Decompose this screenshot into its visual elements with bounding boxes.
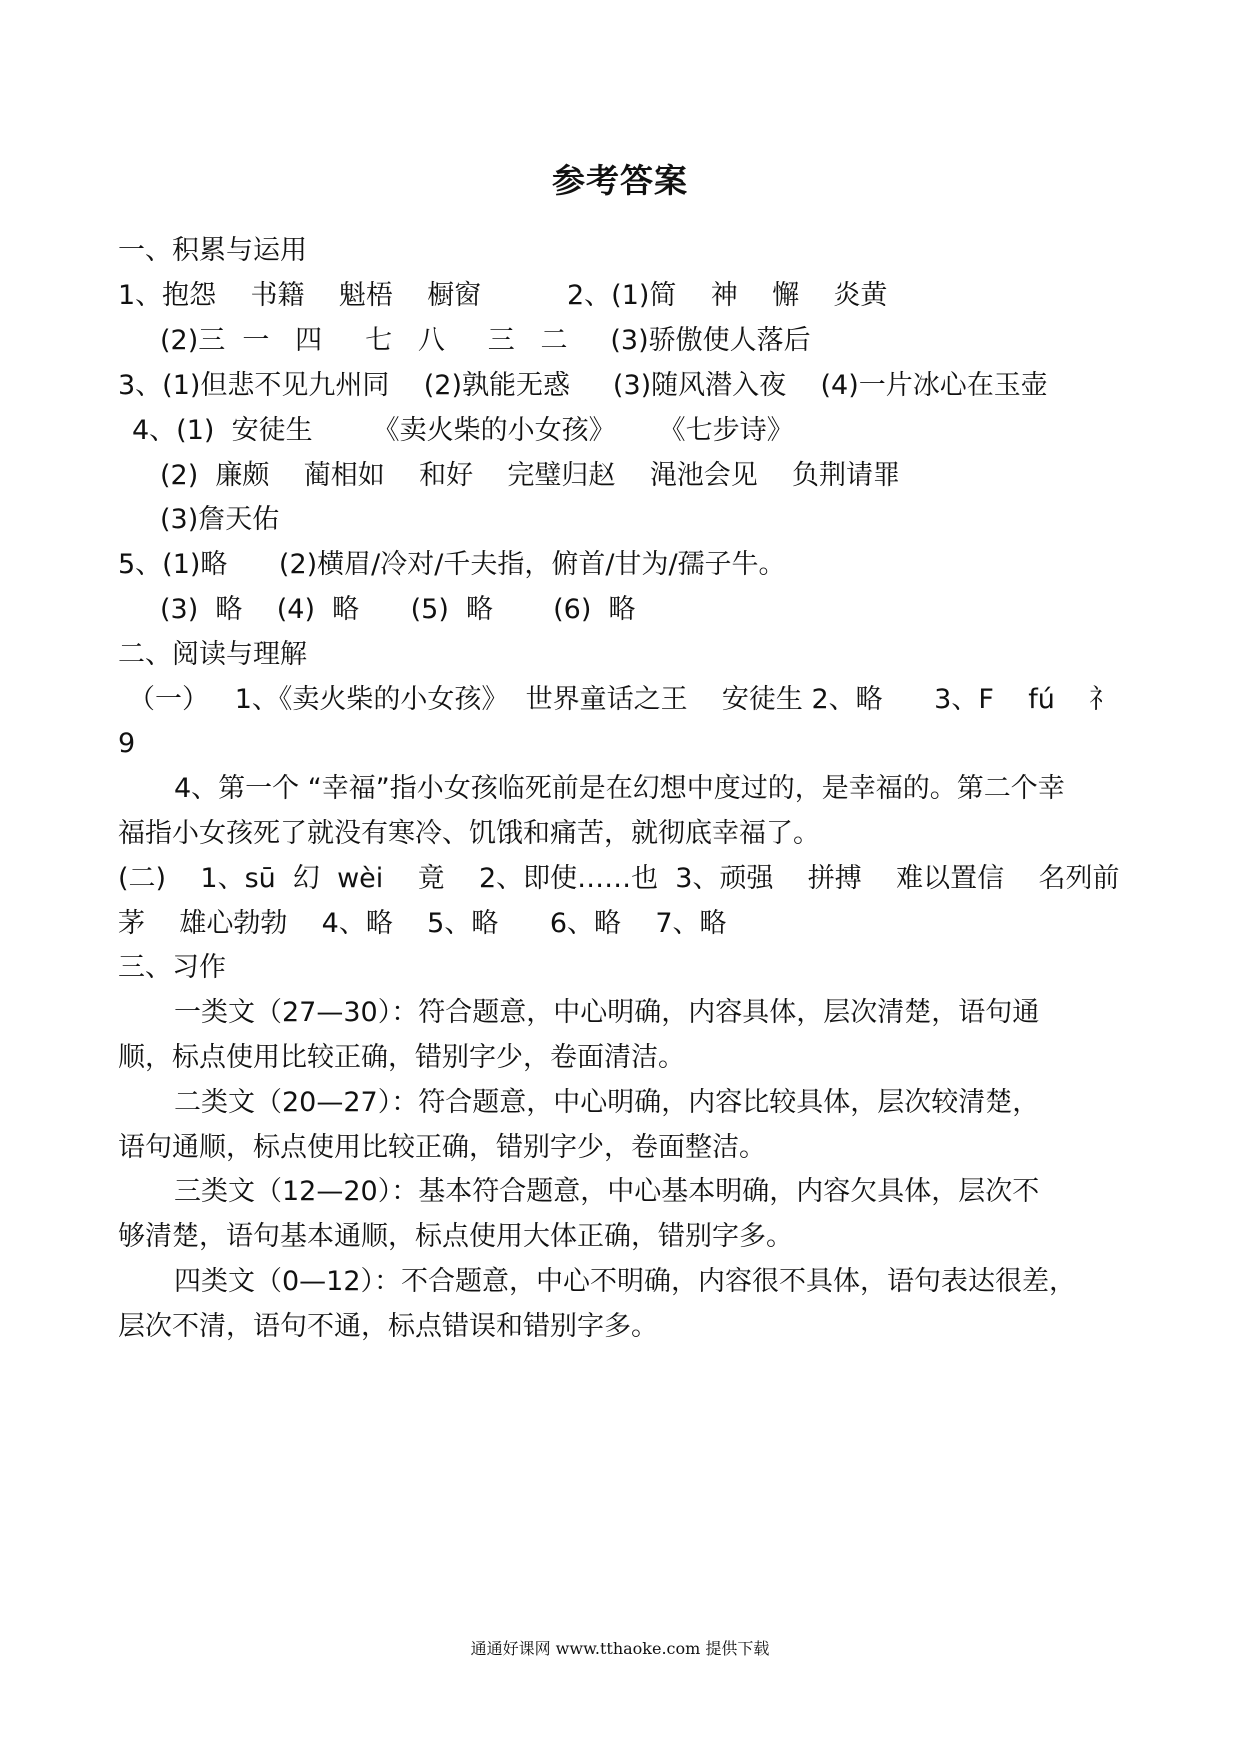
- answer-line: (3) 略 (4) 略 (5) 略 (6) 略: [160, 594, 636, 625]
- answer-paragraph: 福指小女孩死了就没有寒冷、饥饿和痛苦，就彻底幸福了。: [118, 818, 820, 849]
- grading-paragraph: 顺，标点使用比较正确，错别字少，卷面清洁。: [118, 1042, 685, 1073]
- answer-line: (二) 1、sū 幻 wèi 竟 2、即使……也 3、顽强 拼搏 难以置信 名列前: [118, 863, 1120, 894]
- answer-line: 3、(1)但悲不见九州同 (2)孰能无惑 (3)随风潜入夜 (4)一片冰心在玉壶: [118, 370, 1048, 401]
- answer-line: 茅 雄心勃勃 4、略 5、略 6、略 7、略: [118, 908, 727, 939]
- answer-line: (3)詹天佑: [160, 504, 280, 535]
- grading-paragraph: 二类文（20—27）：符合题意，中心明确，内容比较具体，层次较清楚，: [174, 1087, 1040, 1118]
- answer-line: 5、(1)略 (2)横眉/冷对/千夫指，俯首/甘为/孺子牛。: [118, 549, 786, 580]
- answer-line: (2) 廉颇 蔺相如 和好 完璧归赵 渑池会见 负荆请罪: [160, 460, 901, 491]
- answer-paragraph: 4、第一个 “幸福”指小女孩临死前是在幻想中度过的，是幸福的。第二个幸: [174, 773, 1065, 804]
- answer-line: (2)三 一 四 七 八 三 二 (3)骄傲使人落后: [160, 325, 811, 356]
- section-heading-1: 一、积累与运用: [118, 235, 307, 266]
- grading-paragraph: 语句通顺，标点使用比较正确，错别字少，卷面整洁。: [118, 1132, 766, 1163]
- grading-paragraph: 够清楚，语句基本通顺，标点使用大体正确，错别字多。: [118, 1221, 793, 1252]
- grading-paragraph: 层次不清，语句不通，标点错误和错别字多。: [118, 1311, 658, 1342]
- answer-line: 9: [118, 728, 136, 759]
- section-heading-2: 二、阅读与理解: [118, 639, 307, 670]
- answer-line: 4、(1) 安徒生 《卖火柴的小女孩》 《七步诗》: [132, 415, 794, 446]
- grading-paragraph: 四类文（0—12）：不合题意，中心不明确，内容很不具体，语句表达很差，: [174, 1266, 1077, 1297]
- answer-line: 1、抱怨 书籍 魁梧 橱窗 2、(1)简 神 懈 炎黄: [118, 280, 888, 311]
- page-title: 参考答案: [552, 161, 688, 200]
- grading-paragraph: 一类文（27—30）：符合题意，中心明确，内容具体，层次清楚，语句通: [174, 997, 1040, 1028]
- answer-line: （一） 1、《卖火柴的小女孩》 世界童话之王 安徒生 2、略 3、F fú 礻: [128, 684, 1117, 715]
- page-footer: 通通好课网 www.tthaoke.com 提供下载: [470, 1639, 770, 1658]
- grading-paragraph: 三类文（12—20）：基本符合题意，中心基本明确，内容欠具体，层次不: [174, 1176, 1040, 1207]
- section-heading-3: 三、习作: [118, 952, 226, 983]
